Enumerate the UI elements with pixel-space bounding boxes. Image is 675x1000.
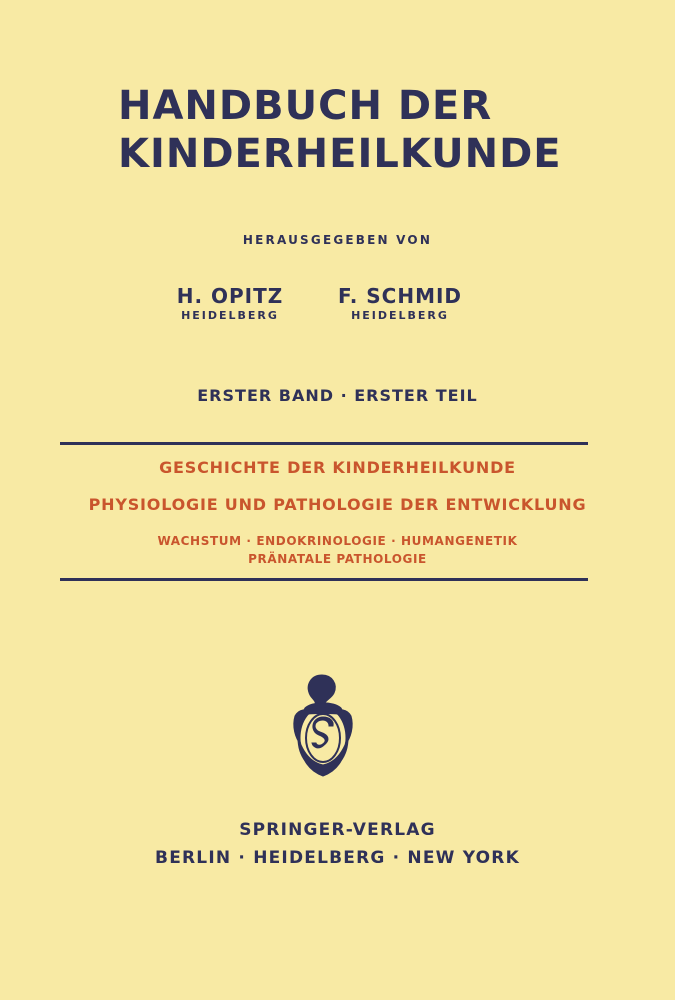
topic-development: PHYSIOLOGIE UND PATHOLOGIE DER ENTWICKLUNG [88,495,587,514]
editor-city: HEIDELBERG [181,309,279,322]
publisher-name: SPRINGER-VERLAG [239,820,436,840]
edited-by-label: HERAUSGEGEBEN VON [242,233,433,247]
publisher-cities: BERLIN · HEIDELBERG · NEW YORK [155,848,520,868]
editor-name: H. OPITZ [176,284,284,308]
lower-divider [60,578,588,581]
editor-name: F. SCHMID [337,284,463,308]
volume-label: ERSTER BAND · ERSTER TEIL [197,386,478,405]
book-title-line-2: KINDERHEILKUNDE [118,131,562,177]
upper-divider [60,442,588,445]
springer-chess-knight-logo-icon [287,668,359,786]
editor-city: HEIDELBERG [351,309,449,322]
subtopics-line-1: WACHSTUM · ENDOKRINOLOGIE · HUMANGENETIK [157,534,518,548]
book-title [118,82,638,178]
subtopics-line-2: PRÄNATALE PATHOLOGIE [248,552,427,566]
book-title-line-1: HANDBUCH DER [118,83,493,129]
editor-schmid [315,284,485,324]
editor-opitz [145,284,315,324]
topic-history: GESCHICHTE DER KINDERHEILKUNDE [159,458,516,477]
